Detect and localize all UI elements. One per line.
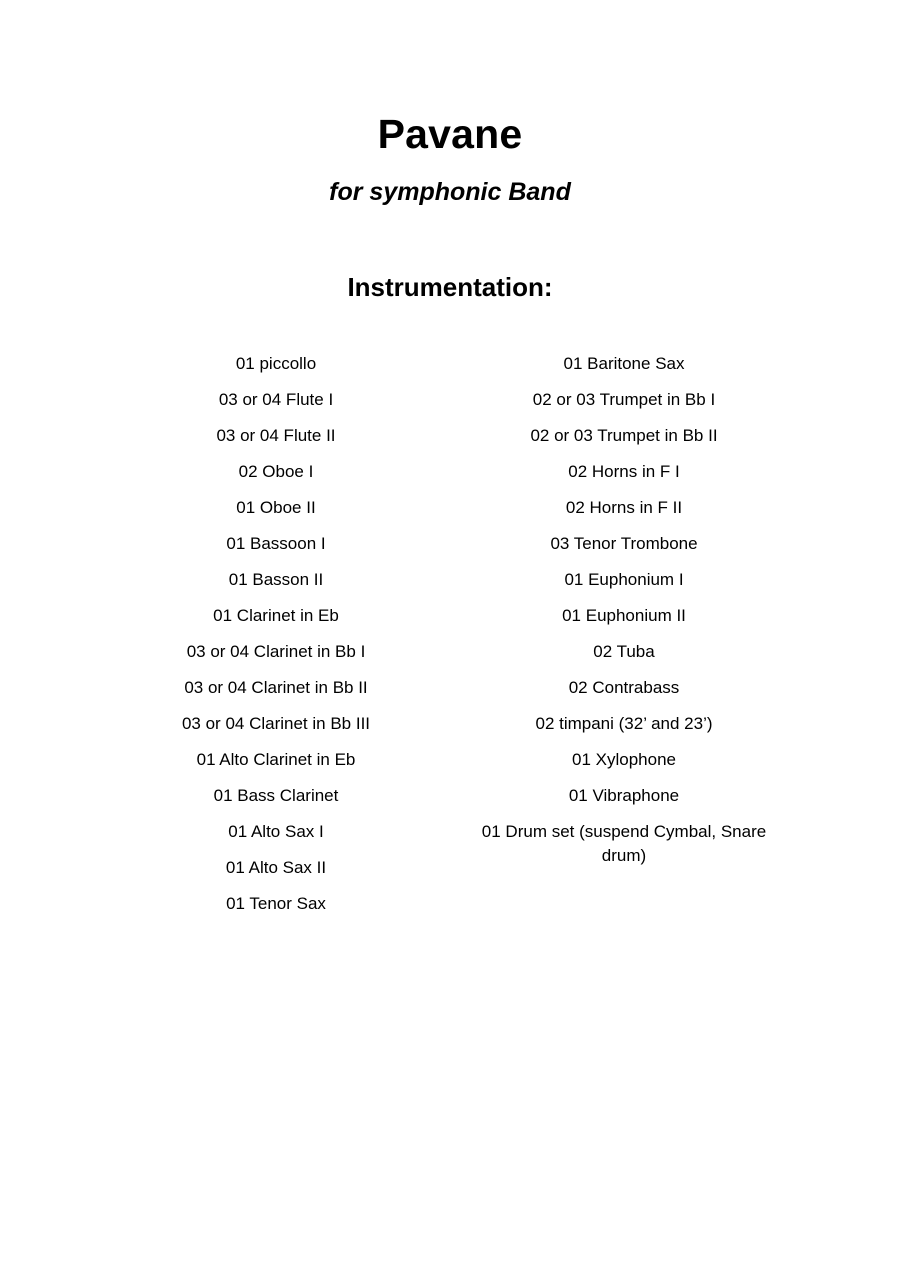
instrument-item: 01 Alto Sax II — [225, 858, 327, 877]
instrument-item: 01 Tenor Sax — [226, 894, 326, 913]
instrument-item: 02 or 03 Trumpet in Bb I — [532, 390, 716, 409]
instrument-item: 01 Euphonium I — [564, 570, 684, 589]
page-title: Pavane — [377, 111, 523, 157]
instrument-item: 01 Alto Sax I — [228, 822, 324, 841]
instrument-item: 01 Xylophone — [572, 750, 676, 769]
instrument-list-left — [150, 352, 402, 928]
instrument-item: 02 Horns in F I — [568, 462, 680, 481]
instrument-item: 01 Basson II — [228, 570, 324, 589]
instrument-item: 02 Oboe I — [238, 462, 314, 481]
instrument-item: 02 timpani (32’ and 23’) — [535, 714, 713, 733]
instrument-item: 01 Vibraphone — [568, 786, 680, 805]
instrument-item: 03 or 04 Flute I — [218, 390, 334, 409]
instrument-item: 03 or 04 Clarinet in Bb II — [184, 678, 368, 697]
instrumentation-heading: Instrumentation: — [347, 272, 553, 302]
instrument-item: 01 Alto Clarinet in Eb — [196, 750, 356, 769]
instrument-item: 03 or 04 Clarinet in Bb I — [186, 642, 366, 661]
instrument-item: 01 piccollo — [235, 354, 317, 373]
instrument-item: 01 Oboe II — [236, 498, 316, 517]
instrument-list-right — [478, 352, 770, 880]
instrument-item: 01 Bass Clarinet — [213, 786, 339, 805]
instrument-item: 03 or 04 Flute II — [216, 426, 336, 445]
instrument-item: 02 Horns in F II — [565, 498, 683, 517]
instrument-item: 01 Baritone Sax — [563, 354, 685, 373]
page-subtitle: for symphonic Band — [329, 178, 571, 206]
instrument-item: 02 Tuba — [593, 642, 655, 661]
instrument-item: 01 Drum set (suspend Cymbal, Snare drum) — [481, 822, 767, 865]
instrument-item: 01 Clarinet in Eb — [213, 606, 339, 625]
instrument-item: 02 Contrabass — [568, 678, 680, 697]
instrument-item: 02 or 03 Trumpet in Bb II — [530, 426, 718, 445]
instrument-item: 03 Tenor Trombone — [550, 534, 698, 553]
instrument-item: 03 or 04 Clarinet in Bb III — [181, 714, 371, 733]
instrument-item: 01 Bassoon I — [226, 534, 326, 553]
instrument-item: 01 Euphonium II — [562, 606, 686, 625]
